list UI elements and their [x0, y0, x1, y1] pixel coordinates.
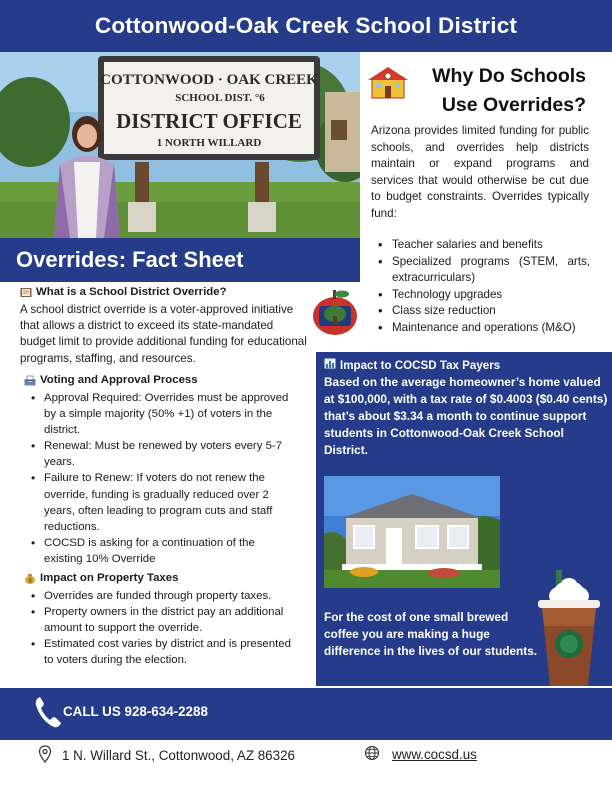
sign-line-3: DISTRICT OFFICE — [116, 109, 302, 133]
footer-website — [364, 745, 477, 764]
money-bag-icon — [24, 573, 36, 584]
bar-chart-icon — [324, 358, 336, 372]
book-icon — [20, 287, 32, 298]
ballot-icon — [24, 375, 36, 386]
svg-text:$: $ — [28, 578, 32, 584]
footer-address — [38, 745, 295, 766]
fact-sheet-title: Overrides: Fact Sheet — [16, 247, 244, 272]
list-item: • Specialized programs (STEM, arts, extracurriculars) — [378, 254, 590, 287]
list-item: • Property owners in the district pay an additional amount to support the override. — [24, 604, 296, 636]
why-title-line-2: Use Overrides? — [441, 94, 586, 116]
district-office-photo — [0, 52, 360, 238]
phone-icon — [34, 695, 62, 729]
address-text: 1 N. Willard St., Cottonwood, AZ 86326 — [62, 748, 295, 763]
voting-list — [24, 390, 294, 567]
house-image — [324, 476, 500, 588]
why-title-line-1: Why Do Schools — [432, 65, 586, 87]
sign-line-1: COTTONWOOD · OAK CREEK — [100, 72, 318, 88]
coffee-comparison-text: For the cost of one small brewed coffee you are making a huge difference in the lives of our students. — [324, 610, 538, 658]
what-override-heading — [20, 286, 227, 298]
tax-payer-body: Based on the average homeowner’s home valued at $100,000, with a tax rate of $0.4003 ($0.40 cents) that’s about $3.34 a month to continue support students in Cottonwood-Oak Creek School District. — [324, 375, 608, 457]
list-item: • Failure to Renew: If voters do not renew the override, funding is gradually reduced over 2 years, often leading to program cuts and staff reductions. — [24, 470, 294, 534]
voting-heading — [24, 374, 198, 386]
page-title: Cottonwood-Oak Creek School District — [94, 13, 518, 38]
why-overrides-body: Arizona provides limited funding for public schools, and overrides help districts maintain or expand programs and services that would otherwise be cut due to budget constraints. Overrides typically fund: — [371, 124, 589, 220]
list-item: • Renewal: Must be renewed by voters every 5-7 years. — [24, 438, 294, 470]
list-item: • Overrides are funded through property taxes. — [24, 588, 296, 604]
fact-sheet-banner — [0, 238, 360, 282]
list-item: • COCSD is asking for a continuation of the existing 10% Override — [24, 535, 294, 567]
header-bar — [0, 0, 612, 52]
property-taxes-heading — [24, 572, 178, 584]
why-overrides-title — [396, 62, 586, 120]
list-item: • Approval Required: Overrides must be approved by a simple majority (50% +1) of voters in the district. — [24, 390, 294, 438]
sign-line-2: SCHOOL DIST. °6 — [175, 92, 265, 104]
list-item: • Maintenance and operations (M&O) — [378, 320, 590, 337]
call-us-text[interactable]: CALL US 928-634-2288 — [63, 704, 208, 719]
tax-payer-heading — [324, 358, 500, 372]
website-link[interactable]: www.cocsd.us — [392, 747, 477, 762]
override-fund-list — [378, 237, 590, 337]
location-pin-icon — [38, 745, 52, 766]
what-override-heading-text: What is a School District Override? — [36, 286, 227, 298]
tax-payer-heading-text: Impact to COCSD Tax Payers — [340, 358, 501, 372]
property-taxes-heading-text: Impact on Property Taxes — [40, 572, 179, 584]
list-item: • Estimated cost varies by district and is presented to voters during the election. — [24, 636, 296, 668]
coffee-cup-image — [534, 570, 604, 688]
sign-line-4: 1 NORTH WILLARD — [156, 137, 262, 149]
list-item: • Class size reduction — [378, 303, 590, 320]
globe-icon — [364, 745, 380, 764]
what-override-body: A school district override is a voter-approved initiative that allows a district to exceed its state-mandated budget limit to provide additional funding for educational programs, staffing, and resources. — [20, 303, 307, 365]
district-logo — [311, 286, 359, 336]
property-taxes-list — [24, 588, 296, 668]
list-item: • Technology upgrades — [378, 287, 590, 304]
voting-heading-text: Voting and Approval Process — [40, 374, 198, 386]
list-item: • Teacher salaries and benefits — [378, 237, 590, 254]
